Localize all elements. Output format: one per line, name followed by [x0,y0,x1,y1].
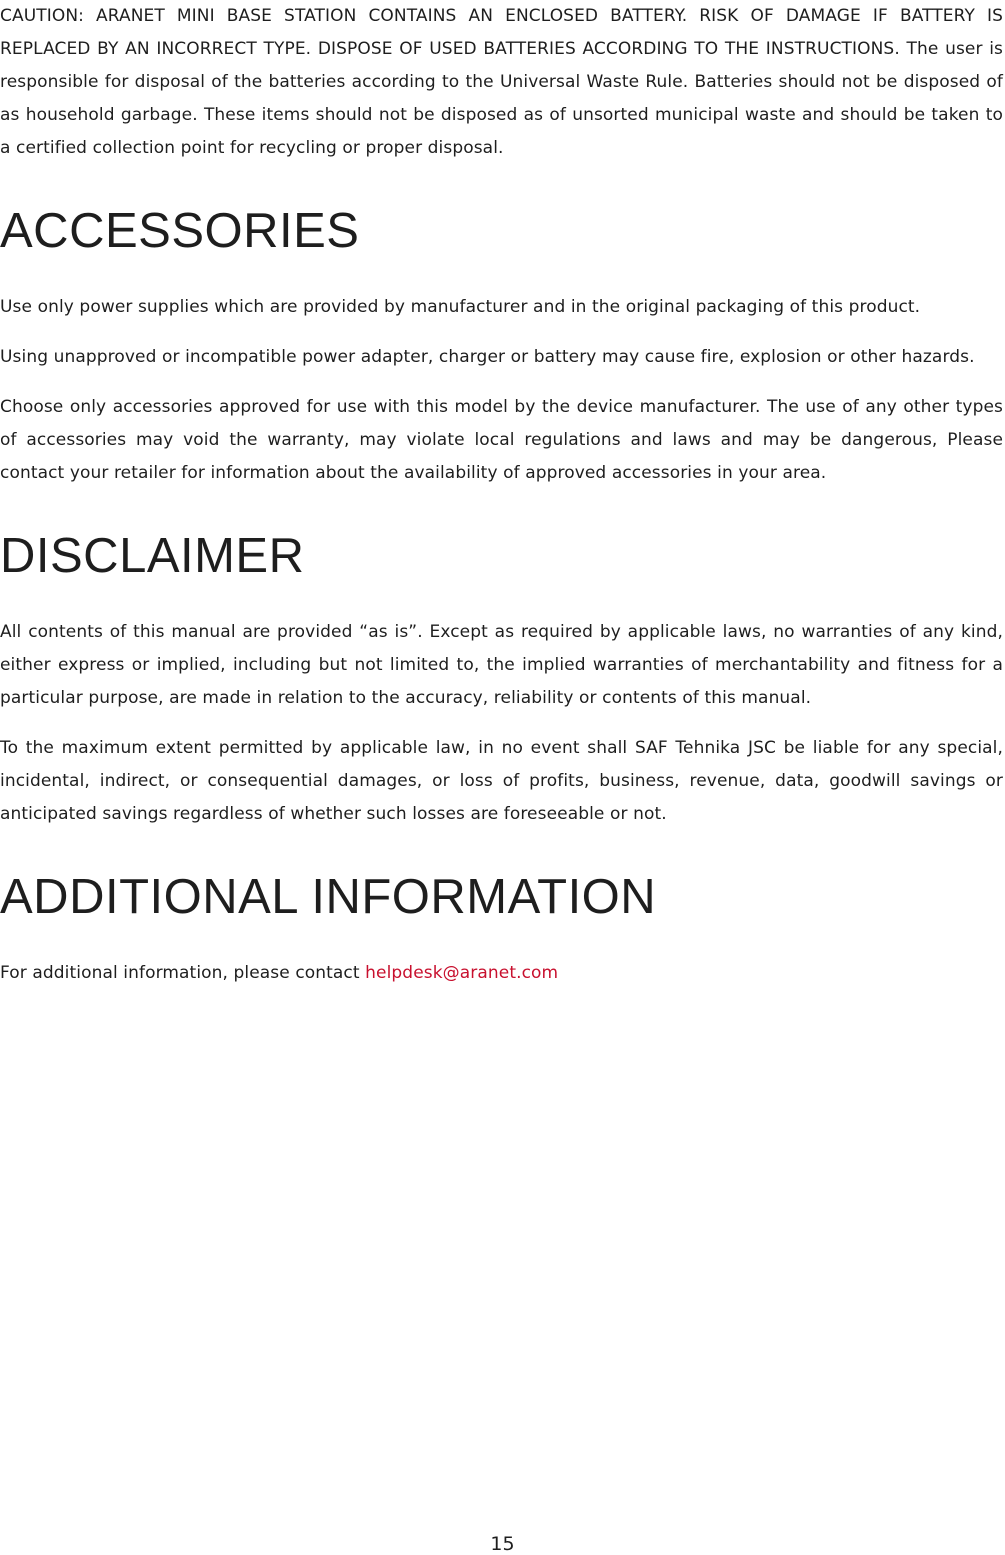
additional-information-text: For additional information, please contact [0,963,366,983]
caution-text: CAUTION: ARANET MINI BASE STATION CONTAINS AN ENCLOSED BATTERY. RISK OF DAMAGE IF BATTERY IS REPLACED BY AN INCORRECT TYPE. DISPOSE OF USED BATTERIES ACCORDING TO THE INSTRUCTIONS. [0,6,1003,59]
disclaimer-paragraph-2: To the maximum extent permitted by applicable law, in no event shall SAF Tehnika JSC be liable for any special, incidental, indirect, or consequential damages, or loss of profits, business, revenue, data, goodwill savings or anticipated savings regardless of whether such losses are foreseeable or not. [0,738,1003,824]
accessories-heading: ACCESSORIES [0,204,360,258]
additional-information-paragraph [0,957,1003,990]
disposal-text: The user is responsible for disposal of the batteries according to the Universal Waste Rule. Batteries should not be disposed of as household garbage. These items should not be disposed as of unsorted municipal waste and should be taken to a certified collection point for recycling or proper disposal. [0,39,1003,158]
disclaimer-heading: DISCLAIMER [0,529,305,583]
page-number: 15 [490,1533,515,1555]
helpdesk-email-link[interactable]: helpdesk@aranet.com [365,963,559,983]
battery-caution-notice [0,0,1003,165]
accessories-paragraph-2: Using unapproved or incompatible power adapter, charger or battery may cause fire, explosion or other hazards. [0,347,975,367]
disclaimer-paragraph-1: All contents of this manual are provided “as is”. Except as required by applicable laws, no warranties of any kind, either express or implied, including but not limited to, the implied warranties of merchantability and fitness for a particular purpose, are made in relation to the accuracy, reliability or contents of this manual. [0,622,1003,708]
accessories-paragraph-1: Use only power supplies which are provided by manufacturer and in the original packaging of this product. [0,297,921,317]
accessories-paragraph-3: Choose only accessories approved for use with this model by the device manufacturer. The use of any other types of accessories may void the warranty, may violate local regulations and laws and may be dangerous, Please contact your retailer for information about the availability of approved accessories in your area. [0,397,1003,483]
additional-information-heading: ADDITIONAL INFORMATION [0,870,657,924]
